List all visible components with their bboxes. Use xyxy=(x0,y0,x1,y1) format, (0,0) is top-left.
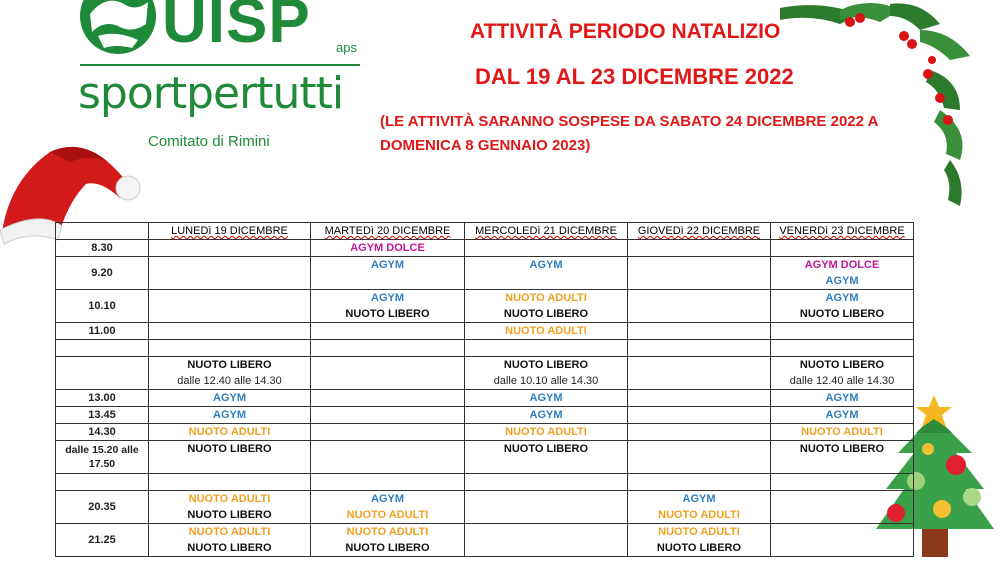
day-header: MARTEDì 20 DICEMBRE xyxy=(311,223,465,240)
schedule-cell xyxy=(149,424,311,441)
time-cell: 8.30 xyxy=(56,240,149,257)
activity-label: AGYM xyxy=(682,493,716,505)
day-header: MERCOLEDì 21 DICEMBRE xyxy=(465,223,628,240)
time-cell xyxy=(56,340,149,357)
schedule-cell xyxy=(771,474,914,491)
table-row xyxy=(56,491,914,524)
logo-suffix: aps xyxy=(336,40,357,55)
activity-label xyxy=(465,273,627,289)
schedule-cell xyxy=(311,424,465,441)
schedule-cell xyxy=(311,474,465,491)
activity-label: NUOTO ADULTI xyxy=(188,526,271,538)
schedule-cell xyxy=(771,491,914,524)
schedule-cell xyxy=(771,390,914,407)
time-cell: 9.20 xyxy=(56,257,149,290)
schedule-cell xyxy=(149,390,311,407)
table-header-row xyxy=(56,223,914,240)
activity-label: NUOTO ADULTI xyxy=(658,526,740,538)
time-cell: 14.30 xyxy=(56,424,149,441)
schedule-cell xyxy=(465,323,628,340)
time-column-header xyxy=(56,223,149,240)
schedule-cell xyxy=(628,290,771,323)
activity-label: NUOTO LIBERO xyxy=(799,308,885,320)
page-title: ATTIVITÀ PERIODO NATALIZIO xyxy=(470,20,781,43)
schedule-cell xyxy=(311,290,465,323)
activity-label: NUOTO ADULTI xyxy=(188,493,271,505)
activity-label: NUOTO LIBERO xyxy=(187,443,272,455)
activity-label: dalle 12.40 alle 14.30 xyxy=(789,375,895,387)
logo-tagline: sportpertutti xyxy=(78,68,344,119)
schedule-cell xyxy=(628,424,771,441)
schedule-cell xyxy=(628,491,771,524)
activity-label: NUOTO ADULTI xyxy=(188,426,271,438)
activity-label: NUOTO LIBERO xyxy=(187,542,272,554)
table-row xyxy=(56,390,914,407)
time-cell: 21.25 xyxy=(56,524,149,557)
activity-label: NUOTO ADULTI xyxy=(505,292,587,304)
activity-label: AGYM xyxy=(825,292,859,304)
schedule-cell xyxy=(311,491,465,524)
schedule-cell xyxy=(465,290,628,323)
schedule-cell xyxy=(771,441,914,474)
activity-label: NUOTO LIBERO xyxy=(503,443,589,455)
schedule-table xyxy=(55,222,914,557)
schedule-cell xyxy=(149,474,311,491)
schedule-cell xyxy=(771,424,914,441)
schedule-cell xyxy=(149,257,311,290)
activity-label: AGYM xyxy=(825,409,859,421)
schedule-cell xyxy=(465,357,628,390)
table-row xyxy=(56,323,914,340)
activity-label: AGYM xyxy=(825,275,859,287)
activity-label: AGYM xyxy=(213,409,246,421)
schedule-cell xyxy=(311,257,465,290)
activity-label: AGYM xyxy=(371,292,404,304)
table-row xyxy=(56,424,914,441)
uisp-logo xyxy=(72,0,372,160)
time-cell: dalle 15.20 alle 17.50 xyxy=(56,441,149,474)
activity-label: NUOTO ADULTI xyxy=(346,509,429,521)
schedule-cell xyxy=(771,524,914,557)
schedule-cell xyxy=(628,323,771,340)
schedule-cell xyxy=(311,323,465,340)
suspension-note: (LE ATTIVITÀ SARANNO SOSPESE DA SABATO 24 DICEMBRE 2022 A DOMENICA 8 GENNAIO 2023) xyxy=(380,113,878,154)
schedule-cell xyxy=(628,441,771,474)
schedule-cell xyxy=(771,240,914,257)
schedule-cell xyxy=(311,524,465,557)
schedule-cell xyxy=(311,441,465,474)
schedule-cell xyxy=(771,257,914,290)
activity-label: AGYM xyxy=(213,392,246,404)
day-header: GIOVEDì 22 DICEMBRE xyxy=(628,223,771,240)
schedule-cell xyxy=(149,323,311,340)
table-row xyxy=(56,407,914,424)
schedule-cell xyxy=(465,257,628,290)
activity-label: AGYM xyxy=(371,259,404,271)
activity-label: NUOTO LIBERO xyxy=(503,308,589,320)
schedule-cell xyxy=(771,407,914,424)
logo-committee: Comitato di Rimini xyxy=(148,133,270,150)
schedule-cell xyxy=(149,407,311,424)
schedule-cell xyxy=(311,390,465,407)
schedule-cell xyxy=(149,524,311,557)
schedule-cell xyxy=(771,340,914,357)
activity-label: NUOTO ADULTI xyxy=(346,526,429,538)
date-range: DAL 19 AL 23 DICEMBRE 2022 xyxy=(475,64,794,89)
activity-label: NUOTO LIBERO xyxy=(799,359,885,371)
activity-label xyxy=(311,273,464,289)
schedule-cell xyxy=(465,491,628,524)
logo-divider xyxy=(80,64,360,66)
schedule-cell xyxy=(771,357,914,390)
schedule-cell xyxy=(465,340,628,357)
table-row xyxy=(56,340,914,357)
schedule-cell xyxy=(465,524,628,557)
time-cell: 10.10 xyxy=(56,290,149,323)
schedule-body xyxy=(56,240,914,557)
schedule-cell xyxy=(465,424,628,441)
table-row xyxy=(56,240,914,257)
schedule-cell xyxy=(628,524,771,557)
schedule-cell xyxy=(628,390,771,407)
schedule-cell xyxy=(465,441,628,474)
activity-label xyxy=(465,457,627,473)
activity-label: NUOTO LIBERO xyxy=(187,509,272,521)
activity-label: NUOTO LIBERO xyxy=(187,359,272,371)
activity-label: NUOTO LIBERO xyxy=(656,542,742,554)
schedule-cell xyxy=(628,357,771,390)
schedule-cell xyxy=(149,357,311,390)
schedule-cell xyxy=(628,340,771,357)
time-cell: 20.35 xyxy=(56,491,149,524)
activity-label: NUOTO ADULTI xyxy=(505,426,587,438)
activity-label: NUOTO ADULTI xyxy=(505,325,587,337)
activity-label: AGYM DOLCE xyxy=(350,242,425,254)
schedule-cell xyxy=(149,491,311,524)
schedule-cell xyxy=(628,240,771,257)
schedule-cell xyxy=(628,257,771,290)
time-cell: 13.45 xyxy=(56,407,149,424)
table-row xyxy=(56,524,914,557)
table-row xyxy=(56,257,914,290)
schedule-cell xyxy=(465,240,628,257)
activity-label: NUOTO ADULTI xyxy=(658,509,740,521)
schedule-cell xyxy=(311,407,465,424)
schedule-cell xyxy=(465,407,628,424)
schedule-cell xyxy=(149,290,311,323)
activity-label: NUOTO LIBERO xyxy=(345,308,430,320)
schedule-cell xyxy=(149,441,311,474)
time-cell: 13.00 xyxy=(56,390,149,407)
schedule-cell xyxy=(311,357,465,390)
activity-label xyxy=(771,457,913,473)
time-cell xyxy=(56,474,149,491)
activity-label: NUOTO LIBERO xyxy=(345,542,430,554)
activity-label: NUOTO LIBERO xyxy=(799,443,885,455)
activity-label: AGYM xyxy=(371,493,404,505)
activity-label: AGYM xyxy=(825,392,859,404)
activity-label: AGYM xyxy=(529,259,563,271)
table-row xyxy=(56,441,914,474)
activity-label: AGYM DOLCE xyxy=(804,259,880,271)
schedule-cell xyxy=(771,323,914,340)
schedule-cell xyxy=(628,407,771,424)
table-row xyxy=(56,357,914,390)
table-row xyxy=(56,290,914,323)
activity-label: AGYM xyxy=(529,409,563,421)
table-row xyxy=(56,474,914,491)
activity-label: AGYM xyxy=(529,392,563,404)
activity-label xyxy=(149,457,310,473)
schedule-cell xyxy=(465,390,628,407)
time-cell: 11.00 xyxy=(56,323,149,340)
activity-label: NUOTO LIBERO xyxy=(503,359,589,371)
logo-brand: UISP xyxy=(162,0,311,56)
activity-label: dalle 12.40 alle 14.30 xyxy=(177,375,282,387)
schedule-cell xyxy=(149,340,311,357)
activity-label: dalle 10.10 alle 14.30 xyxy=(493,375,599,387)
holly-icon xyxy=(780,0,980,210)
schedule-cell xyxy=(628,474,771,491)
schedule-cell xyxy=(311,340,465,357)
day-header: VENERDì 23 DICEMBRE xyxy=(771,223,914,240)
day-header: LUNEDì 19 DICEMBRE xyxy=(149,223,311,240)
schedule-cell xyxy=(465,474,628,491)
schedule-cell xyxy=(149,240,311,257)
globe-logo-icon xyxy=(76,0,160,58)
schedule-cell xyxy=(311,240,465,257)
activity-label: NUOTO ADULTI xyxy=(801,426,883,438)
schedule-cell xyxy=(771,290,914,323)
time-cell xyxy=(56,357,149,390)
